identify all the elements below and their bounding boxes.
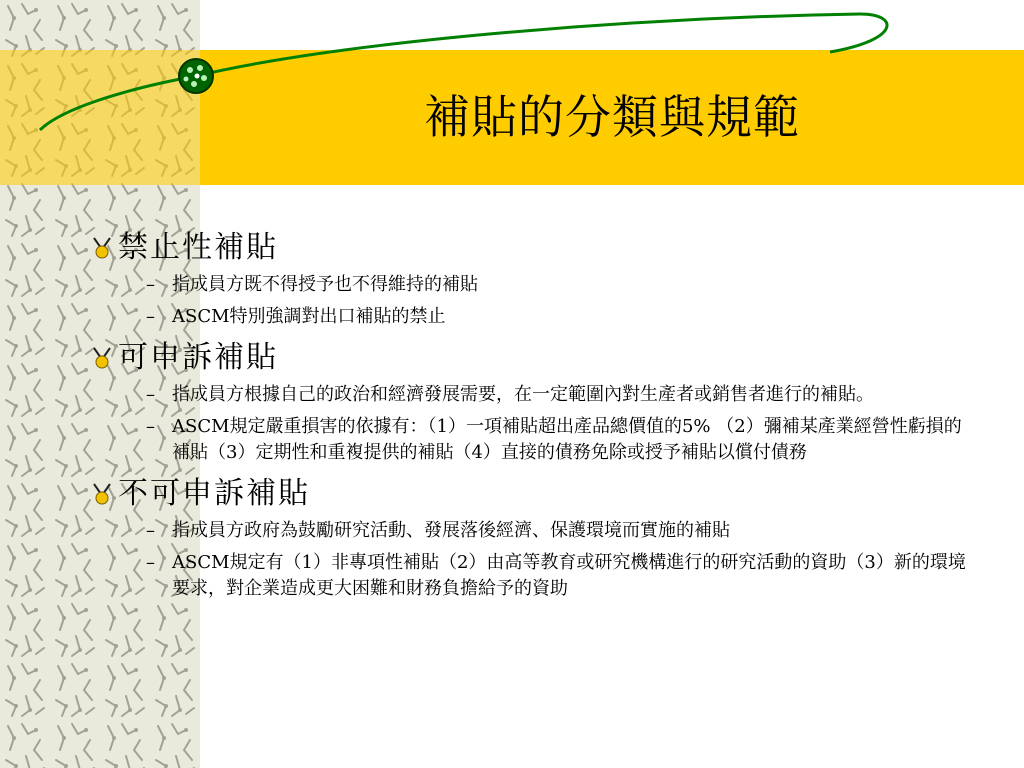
item-text: ASCM特別強調對出口補貼的禁止 <box>172 306 446 327</box>
dash-marker: – <box>146 384 155 405</box>
section-heading: 可申訴補貼 <box>118 340 278 375</box>
dash-marker: – <box>146 274 155 295</box>
list-item <box>146 550 972 602</box>
item-text: 指成員方政府為鼓勵研究活動、發展落後經濟、保護環境而實施的補貼 <box>172 520 730 541</box>
side-band-overlay <box>0 50 200 185</box>
slide-content <box>90 226 990 608</box>
sub-list <box>90 272 990 330</box>
section-heading: 禁止性補貼 <box>118 230 278 265</box>
section <box>90 226 990 330</box>
item-text: 指成員方根據自己的政治和經濟發展需要，在一定範圍內對生產者或銷售者進行的補貼。 <box>172 384 874 405</box>
section <box>90 472 990 602</box>
list-item <box>146 272 972 298</box>
bullet-heading <box>90 472 990 516</box>
bullet-icon <box>90 236 118 260</box>
dash-marker: – <box>146 520 155 541</box>
sub-list <box>90 382 990 466</box>
dash-marker: – <box>146 306 155 327</box>
item-text: 指成員方既不得授予也不得維持的補貼 <box>172 274 478 295</box>
bullet-icon <box>90 482 118 506</box>
list-item <box>146 382 972 408</box>
page-title: 補貼的分類與規範 <box>424 90 800 144</box>
section <box>90 336 990 466</box>
sub-list <box>90 518 990 602</box>
item-text: ASCM規定嚴重損害的依據有：（1）一項補貼超出產品總價值的5% （2）彌補某產業經營性虧損的補貼（3）定期性和重複提供的補貼（4）直接的債務免除或授予補貼以償付債務 <box>172 416 962 463</box>
list-item <box>146 518 972 544</box>
bullet-icon <box>90 346 118 370</box>
list-item <box>146 304 972 330</box>
bullet-heading <box>90 336 990 380</box>
dash-marker: – <box>146 416 155 437</box>
section-heading: 不可申訴補貼 <box>118 476 310 511</box>
item-text: ASCM規定有（1）非專項性補貼（2）由高等教育或研究機構進行的研究活動的資助（3）新的環境要求，對企業造成更大困難和財務負擔給予的資助 <box>172 552 966 599</box>
list-item <box>146 414 972 466</box>
bullet-heading <box>90 226 990 270</box>
dash-marker: – <box>146 552 155 573</box>
